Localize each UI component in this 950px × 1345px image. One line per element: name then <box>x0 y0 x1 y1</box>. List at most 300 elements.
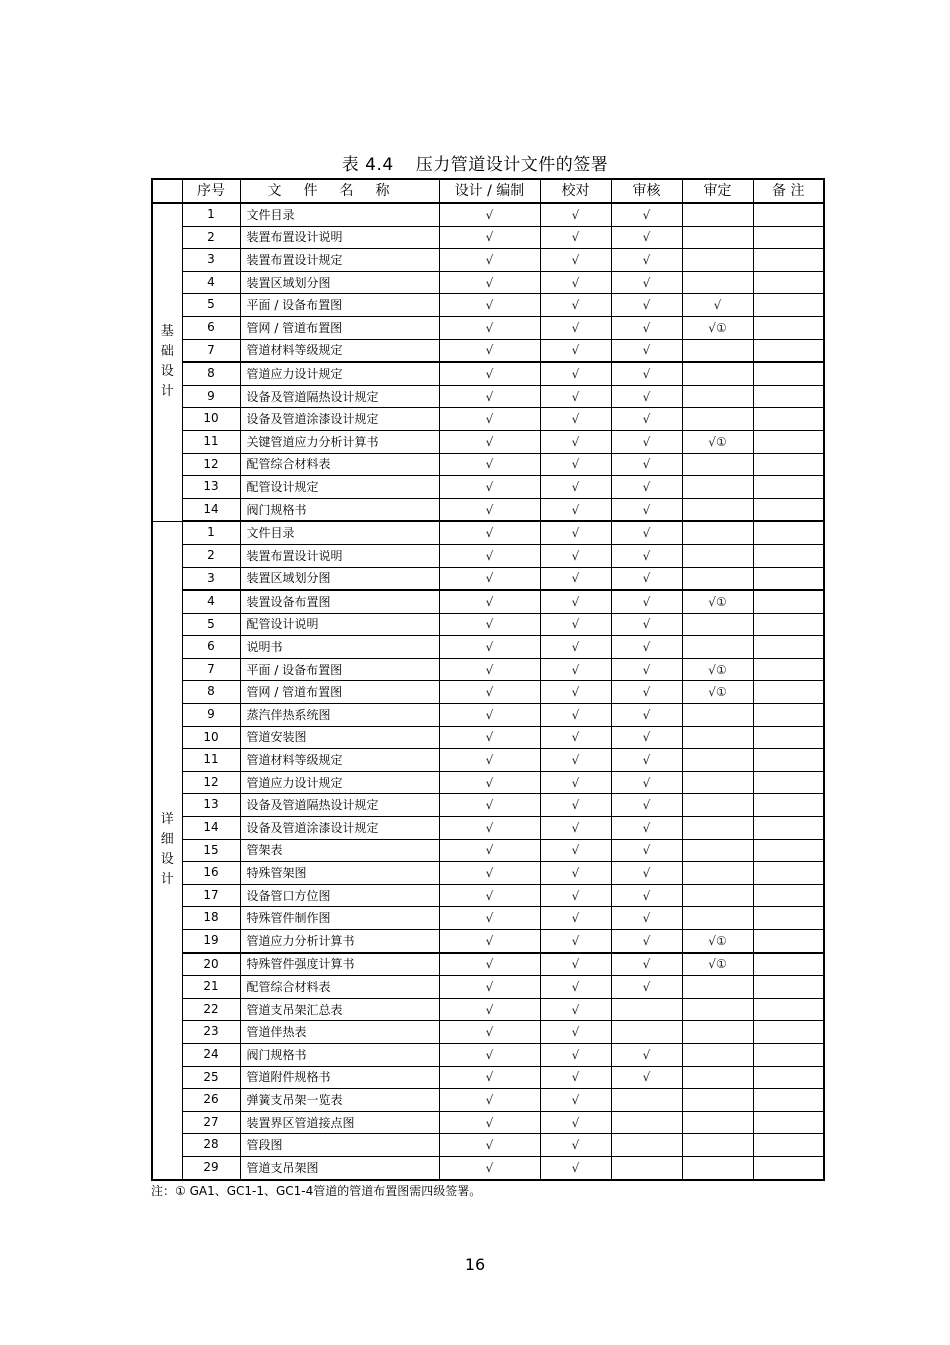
signature-table <box>151 178 825 1181</box>
check-mark: √ <box>540 362 611 385</box>
review-mark: √ <box>611 453 682 476</box>
check-mark: √ <box>540 249 611 272</box>
review-mark: √ <box>611 521 682 544</box>
table-row <box>152 862 824 885</box>
row-number: 26 <box>182 1089 240 1112</box>
design-mark: √ <box>439 385 540 408</box>
review-mark: √ <box>611 498 682 521</box>
design-mark: √ <box>439 271 540 294</box>
design-mark: √ <box>439 590 540 613</box>
remark-cell <box>753 567 824 590</box>
header-remark: 备 注 <box>753 179 824 203</box>
approve-mark <box>682 521 753 544</box>
approve-mark <box>682 339 753 362</box>
remark-cell <box>753 316 824 339</box>
check-mark: √ <box>540 271 611 294</box>
file-name: 阀门规格书 <box>240 498 439 521</box>
remark-cell <box>753 726 824 749</box>
row-number: 8 <box>182 362 240 385</box>
approve-mark <box>682 839 753 862</box>
approve-mark <box>682 1134 753 1157</box>
check-mark: √ <box>540 203 611 226</box>
design-mark: √ <box>439 1089 540 1112</box>
approve-mark: √① <box>682 590 753 613</box>
design-mark: √ <box>439 817 540 840</box>
approve-mark <box>682 907 753 930</box>
row-number: 11 <box>182 749 240 772</box>
approve-mark <box>682 362 753 385</box>
remark-cell <box>753 249 824 272</box>
remark-cell <box>753 385 824 408</box>
check-mark: √ <box>540 704 611 727</box>
approve-mark <box>682 226 753 249</box>
design-mark: √ <box>439 294 540 317</box>
file-name: 管道伴热表 <box>240 1021 439 1044</box>
file-name: 设备管口方位图 <box>240 884 439 907</box>
row-number: 2 <box>182 544 240 567</box>
remark-cell <box>753 430 824 453</box>
file-name: 装置区域划分图 <box>240 567 439 590</box>
table-row <box>152 226 824 249</box>
remark-cell <box>753 1021 824 1044</box>
row-number: 11 <box>182 430 240 453</box>
approve-mark <box>682 453 753 476</box>
table-row <box>152 930 824 953</box>
approve-mark <box>682 884 753 907</box>
check-mark: √ <box>540 862 611 885</box>
remark-cell <box>753 976 824 999</box>
review-mark <box>611 1111 682 1134</box>
check-mark: √ <box>540 998 611 1021</box>
approve-mark <box>682 794 753 817</box>
file-name: 管架表 <box>240 839 439 862</box>
remark-cell <box>753 453 824 476</box>
file-name: 说明书 <box>240 636 439 659</box>
design-mark: √ <box>439 408 540 431</box>
table-row <box>152 817 824 840</box>
design-mark: √ <box>439 726 540 749</box>
row-number: 13 <box>182 476 240 499</box>
table-row <box>152 1043 824 1066</box>
section-label-char: 基 <box>160 324 174 340</box>
table-row <box>152 749 824 772</box>
review-mark: √ <box>611 249 682 272</box>
section-label-char: 详 <box>160 812 174 828</box>
table-row <box>152 1021 824 1044</box>
header-no: 序号 <box>182 179 240 203</box>
check-mark: √ <box>540 590 611 613</box>
file-name: 设备及管道涂漆设计规定 <box>240 408 439 431</box>
table-row <box>152 316 824 339</box>
section-label <box>152 203 182 521</box>
row-number: 4 <box>182 590 240 613</box>
section-label-char: 计 <box>160 872 174 888</box>
check-mark: √ <box>540 771 611 794</box>
approve-mark <box>682 385 753 408</box>
row-number: 29 <box>182 1156 240 1179</box>
remark-cell <box>753 544 824 567</box>
remark-cell <box>753 907 824 930</box>
design-mark: √ <box>439 953 540 976</box>
design-mark: √ <box>439 498 540 521</box>
footnote: 注：① GA1、GC1-1、GC1-4管道的管道布置图需四级签署。 <box>151 1184 482 1198</box>
check-mark: √ <box>540 794 611 817</box>
check-mark: √ <box>540 339 611 362</box>
review-mark: √ <box>611 862 682 885</box>
approve-mark <box>682 498 753 521</box>
table-row <box>152 998 824 1021</box>
approve-mark <box>682 998 753 1021</box>
check-mark: √ <box>540 681 611 704</box>
remark-cell <box>753 636 824 659</box>
remark-cell <box>753 203 824 226</box>
check-mark: √ <box>540 930 611 953</box>
check-mark: √ <box>540 976 611 999</box>
check-mark: √ <box>540 1134 611 1157</box>
header-approve: 审定 <box>682 179 753 203</box>
file-name: 管道材料等级规定 <box>240 339 439 362</box>
row-number: 7 <box>182 658 240 681</box>
check-mark: √ <box>540 1066 611 1089</box>
section-label-char: 设 <box>160 852 174 868</box>
table-row <box>152 203 824 226</box>
review-mark: √ <box>611 294 682 317</box>
remark-cell <box>753 498 824 521</box>
table-row <box>152 498 824 521</box>
approve-mark: √① <box>682 658 753 681</box>
remark-cell <box>753 521 824 544</box>
file-name: 阀门规格书 <box>240 1043 439 1066</box>
table-row <box>152 1156 824 1179</box>
row-number: 24 <box>182 1043 240 1066</box>
header-name: 文件名称 <box>240 179 439 203</box>
file-name: 设备及管道涂漆设计规定 <box>240 817 439 840</box>
check-mark: √ <box>540 1021 611 1044</box>
remark-cell <box>753 794 824 817</box>
remark-cell <box>753 862 824 885</box>
check-mark: √ <box>540 476 611 499</box>
table-row <box>152 271 824 294</box>
row-number: 12 <box>182 771 240 794</box>
review-mark: √ <box>611 316 682 339</box>
review-mark: √ <box>611 476 682 499</box>
review-mark <box>611 1021 682 1044</box>
review-mark: √ <box>611 771 682 794</box>
approve-mark <box>682 1089 753 1112</box>
check-mark: √ <box>540 294 611 317</box>
check-mark: √ <box>540 567 611 590</box>
table-row <box>152 1066 824 1089</box>
row-number: 8 <box>182 681 240 704</box>
remark-cell <box>753 998 824 1021</box>
approve-mark: √ <box>682 294 753 317</box>
section-label-char: 计 <box>160 384 174 400</box>
design-mark: √ <box>439 1066 540 1089</box>
review-mark: √ <box>611 749 682 772</box>
check-mark: √ <box>540 544 611 567</box>
header-check: 校对 <box>540 179 611 203</box>
check-mark: √ <box>540 658 611 681</box>
check-mark: √ <box>540 953 611 976</box>
table-row <box>152 430 824 453</box>
design-mark: √ <box>439 771 540 794</box>
row-number: 16 <box>182 862 240 885</box>
review-mark <box>611 1089 682 1112</box>
approve-mark: √① <box>682 681 753 704</box>
table-row <box>152 704 824 727</box>
row-number: 3 <box>182 249 240 272</box>
design-mark: √ <box>439 544 540 567</box>
approve-mark <box>682 704 753 727</box>
file-name: 管道应力设计规定 <box>240 771 439 794</box>
remark-cell <box>753 590 824 613</box>
approve-mark <box>682 862 753 885</box>
design-mark: √ <box>439 613 540 636</box>
table-row <box>152 544 824 567</box>
design-mark: √ <box>439 862 540 885</box>
remark-cell <box>753 1156 824 1179</box>
table-row <box>152 953 824 976</box>
remark-cell <box>753 771 824 794</box>
design-mark: √ <box>439 839 540 862</box>
table-row <box>152 567 824 590</box>
row-number: 1 <box>182 521 240 544</box>
file-name: 管道附件规格书 <box>240 1066 439 1089</box>
approve-mark <box>682 1043 753 1066</box>
row-number: 15 <box>182 839 240 862</box>
file-name: 弹簧支吊架一览表 <box>240 1089 439 1112</box>
remark-cell <box>753 1089 824 1112</box>
table-row <box>152 884 824 907</box>
review-mark: √ <box>611 226 682 249</box>
table-row <box>152 976 824 999</box>
table-row <box>152 1111 824 1134</box>
review-mark: √ <box>611 681 682 704</box>
table-row <box>152 1134 824 1157</box>
remark-cell <box>753 613 824 636</box>
approve-mark <box>682 771 753 794</box>
design-mark: √ <box>439 794 540 817</box>
row-number: 23 <box>182 1021 240 1044</box>
row-number: 7 <box>182 339 240 362</box>
file-name: 装置界区管道接点图 <box>240 1111 439 1134</box>
table-row <box>152 453 824 476</box>
row-number: 5 <box>182 294 240 317</box>
check-mark: √ <box>540 884 611 907</box>
review-mark: √ <box>611 953 682 976</box>
design-mark: √ <box>439 749 540 772</box>
table-body <box>152 203 824 1180</box>
file-name: 文件目录 <box>240 521 439 544</box>
file-name: 配管设计说明 <box>240 613 439 636</box>
design-mark: √ <box>439 907 540 930</box>
row-number: 21 <box>182 976 240 999</box>
design-mark: √ <box>439 203 540 226</box>
review-mark: √ <box>611 658 682 681</box>
table-row <box>152 613 824 636</box>
approve-mark: √① <box>682 316 753 339</box>
approve-mark <box>682 726 753 749</box>
row-number: 6 <box>182 636 240 659</box>
review-mark: √ <box>611 339 682 362</box>
remark-cell <box>753 658 824 681</box>
table-row <box>152 771 824 794</box>
row-number: 25 <box>182 1066 240 1089</box>
approve-mark <box>682 976 753 999</box>
review-mark: √ <box>611 613 682 636</box>
design-mark: √ <box>439 453 540 476</box>
row-number: 5 <box>182 613 240 636</box>
remark-cell <box>753 681 824 704</box>
file-name: 装置布置设计说明 <box>240 226 439 249</box>
file-name: 特殊管件强度计算书 <box>240 953 439 976</box>
check-mark: √ <box>540 521 611 544</box>
file-name: 特殊管架图 <box>240 862 439 885</box>
file-name: 装置区域划分图 <box>240 271 439 294</box>
file-name: 文件目录 <box>240 203 439 226</box>
check-mark: √ <box>540 498 611 521</box>
table-row <box>152 249 824 272</box>
design-mark: √ <box>439 362 540 385</box>
approve-mark <box>682 408 753 431</box>
file-name: 管网 / 管道布置图 <box>240 681 439 704</box>
review-mark: √ <box>611 817 682 840</box>
row-number: 17 <box>182 884 240 907</box>
design-mark: √ <box>439 998 540 1021</box>
remark-cell <box>753 704 824 727</box>
design-mark: √ <box>439 567 540 590</box>
remark-cell <box>753 476 824 499</box>
table-row <box>152 681 824 704</box>
file-name: 关键管道应力分析计算书 <box>240 430 439 453</box>
remark-cell <box>753 1066 824 1089</box>
check-mark: √ <box>540 839 611 862</box>
design-mark: √ <box>439 976 540 999</box>
table-row <box>152 385 824 408</box>
row-number: 1 <box>182 203 240 226</box>
design-mark: √ <box>439 930 540 953</box>
review-mark: √ <box>611 930 682 953</box>
file-name: 装置布置设计规定 <box>240 249 439 272</box>
table-row <box>152 658 824 681</box>
check-mark: √ <box>540 385 611 408</box>
table-row <box>152 590 824 613</box>
header-section <box>152 179 182 203</box>
review-mark: √ <box>611 430 682 453</box>
page-number: 16 <box>464 1255 486 1274</box>
design-mark: √ <box>439 884 540 907</box>
remark-cell <box>753 1111 824 1134</box>
file-name: 管道支吊架图 <box>240 1156 439 1179</box>
file-name: 配管综合材料表 <box>240 976 439 999</box>
remark-cell <box>753 1043 824 1066</box>
remark-cell <box>753 930 824 953</box>
design-mark: √ <box>439 636 540 659</box>
review-mark: √ <box>611 271 682 294</box>
review-mark: √ <box>611 1043 682 1066</box>
design-mark: √ <box>439 1043 540 1066</box>
review-mark: √ <box>611 726 682 749</box>
review-mark: √ <box>611 408 682 431</box>
table-title <box>0 150 950 175</box>
table-caption: 压力管道设计文件的签署 <box>415 155 609 175</box>
table-row <box>152 907 824 930</box>
file-name: 设备及管道隔热设计规定 <box>240 794 439 817</box>
remark-cell <box>753 953 824 976</box>
approve-mark <box>682 749 753 772</box>
approve-mark <box>682 1111 753 1134</box>
design-mark: √ <box>439 226 540 249</box>
row-number: 19 <box>182 930 240 953</box>
design-mark: √ <box>439 681 540 704</box>
remark-cell <box>753 749 824 772</box>
row-number: 10 <box>182 726 240 749</box>
row-number: 3 <box>182 567 240 590</box>
approve-mark <box>682 1021 753 1044</box>
check-mark: √ <box>540 408 611 431</box>
remark-cell <box>753 884 824 907</box>
review-mark: √ <box>611 1066 682 1089</box>
row-number: 27 <box>182 1111 240 1134</box>
row-number: 12 <box>182 453 240 476</box>
file-name: 配管设计规定 <box>240 476 439 499</box>
file-name: 平面 / 设备布置图 <box>240 658 439 681</box>
header-review: 审核 <box>611 179 682 203</box>
design-mark: √ <box>439 430 540 453</box>
remark-cell <box>753 226 824 249</box>
table-row <box>152 294 824 317</box>
approve-mark <box>682 1156 753 1179</box>
design-mark: √ <box>439 1156 540 1179</box>
row-number: 18 <box>182 907 240 930</box>
row-number: 6 <box>182 316 240 339</box>
file-name: 管道应力分析计算书 <box>240 930 439 953</box>
table-row <box>152 408 824 431</box>
review-mark: √ <box>611 567 682 590</box>
review-mark: √ <box>611 203 682 226</box>
design-mark: √ <box>439 1134 540 1157</box>
check-mark: √ <box>540 749 611 772</box>
section-label <box>152 521 182 1179</box>
header-row <box>152 179 824 203</box>
row-number: 4 <box>182 271 240 294</box>
approve-mark <box>682 636 753 659</box>
design-mark: √ <box>439 339 540 362</box>
approve-mark <box>682 1066 753 1089</box>
review-mark: √ <box>611 385 682 408</box>
file-name: 管网 / 管道布置图 <box>240 316 439 339</box>
remark-cell <box>753 362 824 385</box>
file-name: 特殊管件制作图 <box>240 907 439 930</box>
approve-mark <box>682 271 753 294</box>
row-number: 9 <box>182 704 240 727</box>
section-label-char: 设 <box>160 364 174 380</box>
file-name: 管道支吊架汇总表 <box>240 998 439 1021</box>
design-mark: √ <box>439 249 540 272</box>
check-mark: √ <box>540 1111 611 1134</box>
remark-cell <box>753 839 824 862</box>
row-number: 10 <box>182 408 240 431</box>
row-number: 13 <box>182 794 240 817</box>
row-number: 2 <box>182 226 240 249</box>
remark-cell <box>753 817 824 840</box>
design-mark: √ <box>439 1021 540 1044</box>
design-mark: √ <box>439 658 540 681</box>
review-mark: √ <box>611 884 682 907</box>
approve-mark <box>682 567 753 590</box>
row-number: 9 <box>182 385 240 408</box>
file-name: 设备及管道隔热设计规定 <box>240 385 439 408</box>
